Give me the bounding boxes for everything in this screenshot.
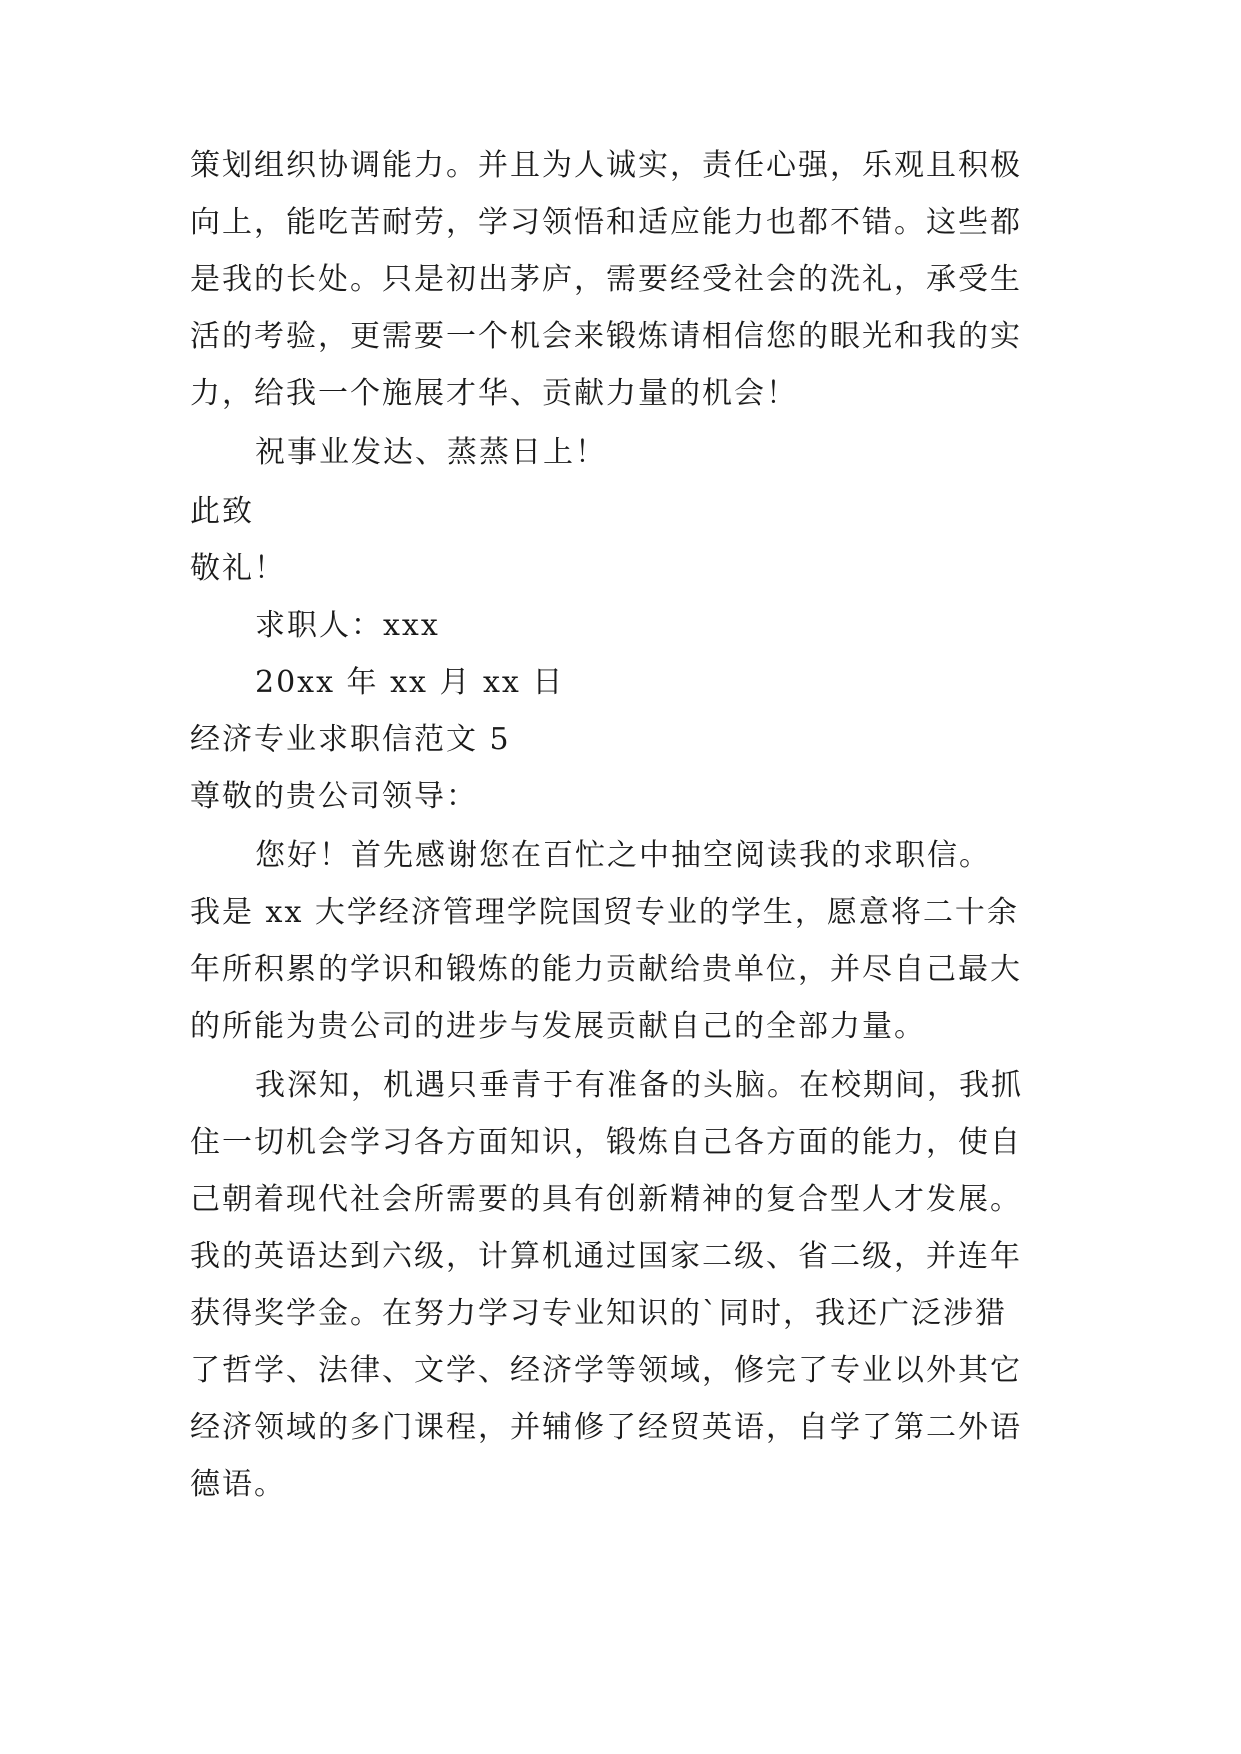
text-line: 了哲学、法律、文学、经济学等领域，修完了专业以外其它 <box>190 1353 1022 1388</box>
text-line: 住一切机会学习各方面知识，锻炼自己各方面的能力，使自 <box>190 1125 1022 1160</box>
salutation-jing-li: 敬礼！ <box>190 551 286 586</box>
text-line: 是我的长处。只是初出茅庐，需要经受社会的洗礼，承受生 <box>190 262 1022 297</box>
text-line: 活的考验，更需要一个机会来锻炼请相信您的眼光和我的实 <box>190 319 1022 354</box>
text-line: 德语。 <box>190 1467 286 1502</box>
text-line: 向上，能吃苦耐劳，学习领悟和适应能力也都不错。这些都 <box>190 205 1022 240</box>
salutation-ci-zhi: 此致 <box>190 494 254 529</box>
applicant-signature: 求职人：xxx <box>255 608 440 643</box>
text-line: 策划组织协调能力。并且为人诚实，责任心强，乐观且积极 <box>190 148 1022 183</box>
letter-date: 20xx 年 xx 月 xx 日 <box>255 665 565 700</box>
text-line: 经济领域的多门课程，并辅修了经贸英语，自学了第二外语 <box>190 1410 1022 1445</box>
text-line: 我深知，机遇只垂青于有准备的头脑。在校期间，我抓 <box>255 1068 1023 1103</box>
text-line: 我是 xx 大学经济管理学院国贸专业的学生，愿意将二十余 <box>190 895 1019 930</box>
text-line: 的所能为贵公司的进步与发展贡献自己的全部力量。 <box>190 1009 926 1044</box>
closing-wish: 祝事业发达、蒸蒸日上！ <box>255 435 607 470</box>
text-line: 己朝着现代社会所需要的具有创新精神的复合型人才发展。 <box>190 1182 1022 1217</box>
text-line: 获得奖学金。在努力学习专业知识的`同时，我还广泛涉猎 <box>190 1296 1007 1331</box>
text-line: 我的英语达到六级，计算机通过国家二级、省二级，并连年 <box>190 1239 1022 1274</box>
text-line: 您好！首先感谢您在百忙之中抽空阅读我的求职信。 <box>255 838 991 873</box>
section-title: 经济专业求职信范文 5 <box>190 722 511 757</box>
text-line: 年所积累的学识和锻炼的能力贡献给贵单位，并尽自己最大 <box>190 952 1022 987</box>
text-line: 力，给我一个施展才华、贡献力量的机会！ <box>190 376 798 411</box>
greeting: 尊敬的贵公司领导： <box>190 779 478 814</box>
